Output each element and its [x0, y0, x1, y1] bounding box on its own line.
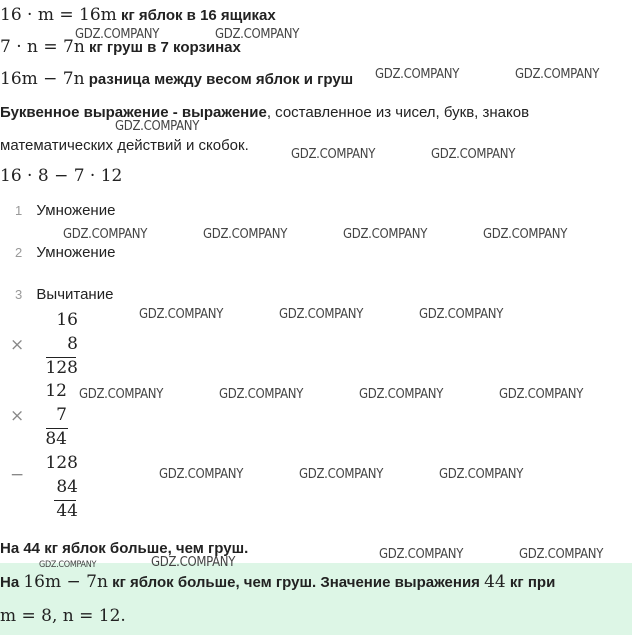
step-number: 1 — [15, 203, 23, 218]
watermark: GDZ.COMPANY — [499, 387, 584, 402]
step-number: 3 — [15, 287, 23, 302]
watermark: GDZ.COMPANY — [291, 147, 376, 162]
watermark: GDZ.COMPANY — [419, 307, 504, 322]
step-number: 2 — [15, 245, 23, 260]
answer-middle: кг яблок больше, чем груш. Значение выражения — [107, 574, 485, 591]
step-1 — [15, 202, 115, 219]
watermark: GDZ.COMPANY — [431, 147, 516, 162]
watermark: GDZ.COMPANY — [515, 67, 600, 82]
watermark: GDZ.COMPANY — [375, 67, 460, 82]
answer-expression: 16m − 7n — [23, 572, 108, 592]
apples-text: кг яблок в 16 ящиках — [116, 7, 276, 24]
operand-top: 16 — [56, 310, 78, 330]
definition-line-1 — [0, 104, 529, 121]
watermark: GDZ.COMPANY — [219, 387, 304, 402]
line-difference — [0, 69, 353, 89]
answer-prefix: На — [0, 574, 24, 591]
answer-line-1 — [0, 572, 555, 592]
watermark: GDZ.COMPANY — [215, 27, 300, 42]
minus-sign: − — [10, 465, 25, 485]
step-label: Умножение — [36, 202, 116, 219]
conclusion-text: На 44 кг яблок больше, чем груш. — [0, 540, 249, 557]
result: 44 — [56, 501, 78, 521]
watermark: GDZ.COMPANY — [79, 387, 164, 402]
watermark: GDZ.COMPANY — [139, 307, 224, 322]
watermark: GDZ.COMPANY — [203, 227, 288, 242]
difference-expression: 16m − 7n — [0, 69, 85, 89]
definition-rest-2: математических действий и скобок. — [0, 137, 249, 154]
watermark: GDZ.COMPANY — [151, 555, 236, 570]
operand-bottom: 7 — [56, 405, 67, 425]
answer-value: 44 — [484, 572, 506, 592]
watermark: GDZ.COMPANY — [359, 387, 444, 402]
operand-top: 128 — [45, 453, 78, 473]
line-apples — [0, 5, 276, 25]
difference-text: разница между весом яблок и груш — [84, 71, 354, 88]
answer-variables: m = 8, n = 12. — [0, 606, 126, 626]
pears-text: кг груш в 7 корзинах — [84, 39, 241, 56]
result: 84 — [45, 429, 67, 449]
definition-term: Буквенное выражение - выражение — [0, 104, 267, 121]
watermark: GDZ.COMPANY — [439, 467, 524, 482]
multiply-sign: × — [10, 335, 25, 355]
operand-bottom: 8 — [67, 334, 78, 354]
watermark: GDZ.COMPANY — [159, 467, 244, 482]
definition-rest-1: , составленное из чисел, букв, знаков — [266, 104, 530, 121]
operand-bottom: 84 — [56, 477, 78, 497]
watermark: GDZ.COMPANY — [379, 547, 464, 562]
answer-suffix: кг при — [505, 574, 556, 591]
watermark: GDZ.COMPANY — [483, 227, 568, 242]
apples-expression: 16 · m = 16m — [0, 5, 117, 25]
watermark: GDZ.COMPANY — [39, 560, 97, 570]
step-2 — [15, 244, 115, 261]
step-label: Вычитание — [36, 286, 114, 303]
watermark: GDZ.COMPANY — [63, 227, 148, 242]
multiply-sign: × — [10, 406, 25, 426]
watermark: GDZ.COMPANY — [115, 119, 200, 134]
watermark: GDZ.COMPANY — [75, 27, 160, 42]
watermark: GDZ.COMPANY — [279, 307, 364, 322]
definition-line-2 — [0, 137, 249, 154]
step-3 — [15, 286, 113, 303]
watermark: GDZ.COMPANY — [519, 547, 604, 562]
pears-expression: 7 · n = 7n — [0, 37, 85, 57]
watermark: GDZ.COMPANY — [343, 227, 428, 242]
watermark: GDZ.COMPANY — [299, 467, 384, 482]
calc-expression: 16 · 8 − 7 · 12 — [0, 166, 123, 186]
operand-top: 12 — [45, 381, 67, 401]
step-label: Умножение — [36, 244, 116, 261]
result: 128 — [45, 358, 78, 378]
